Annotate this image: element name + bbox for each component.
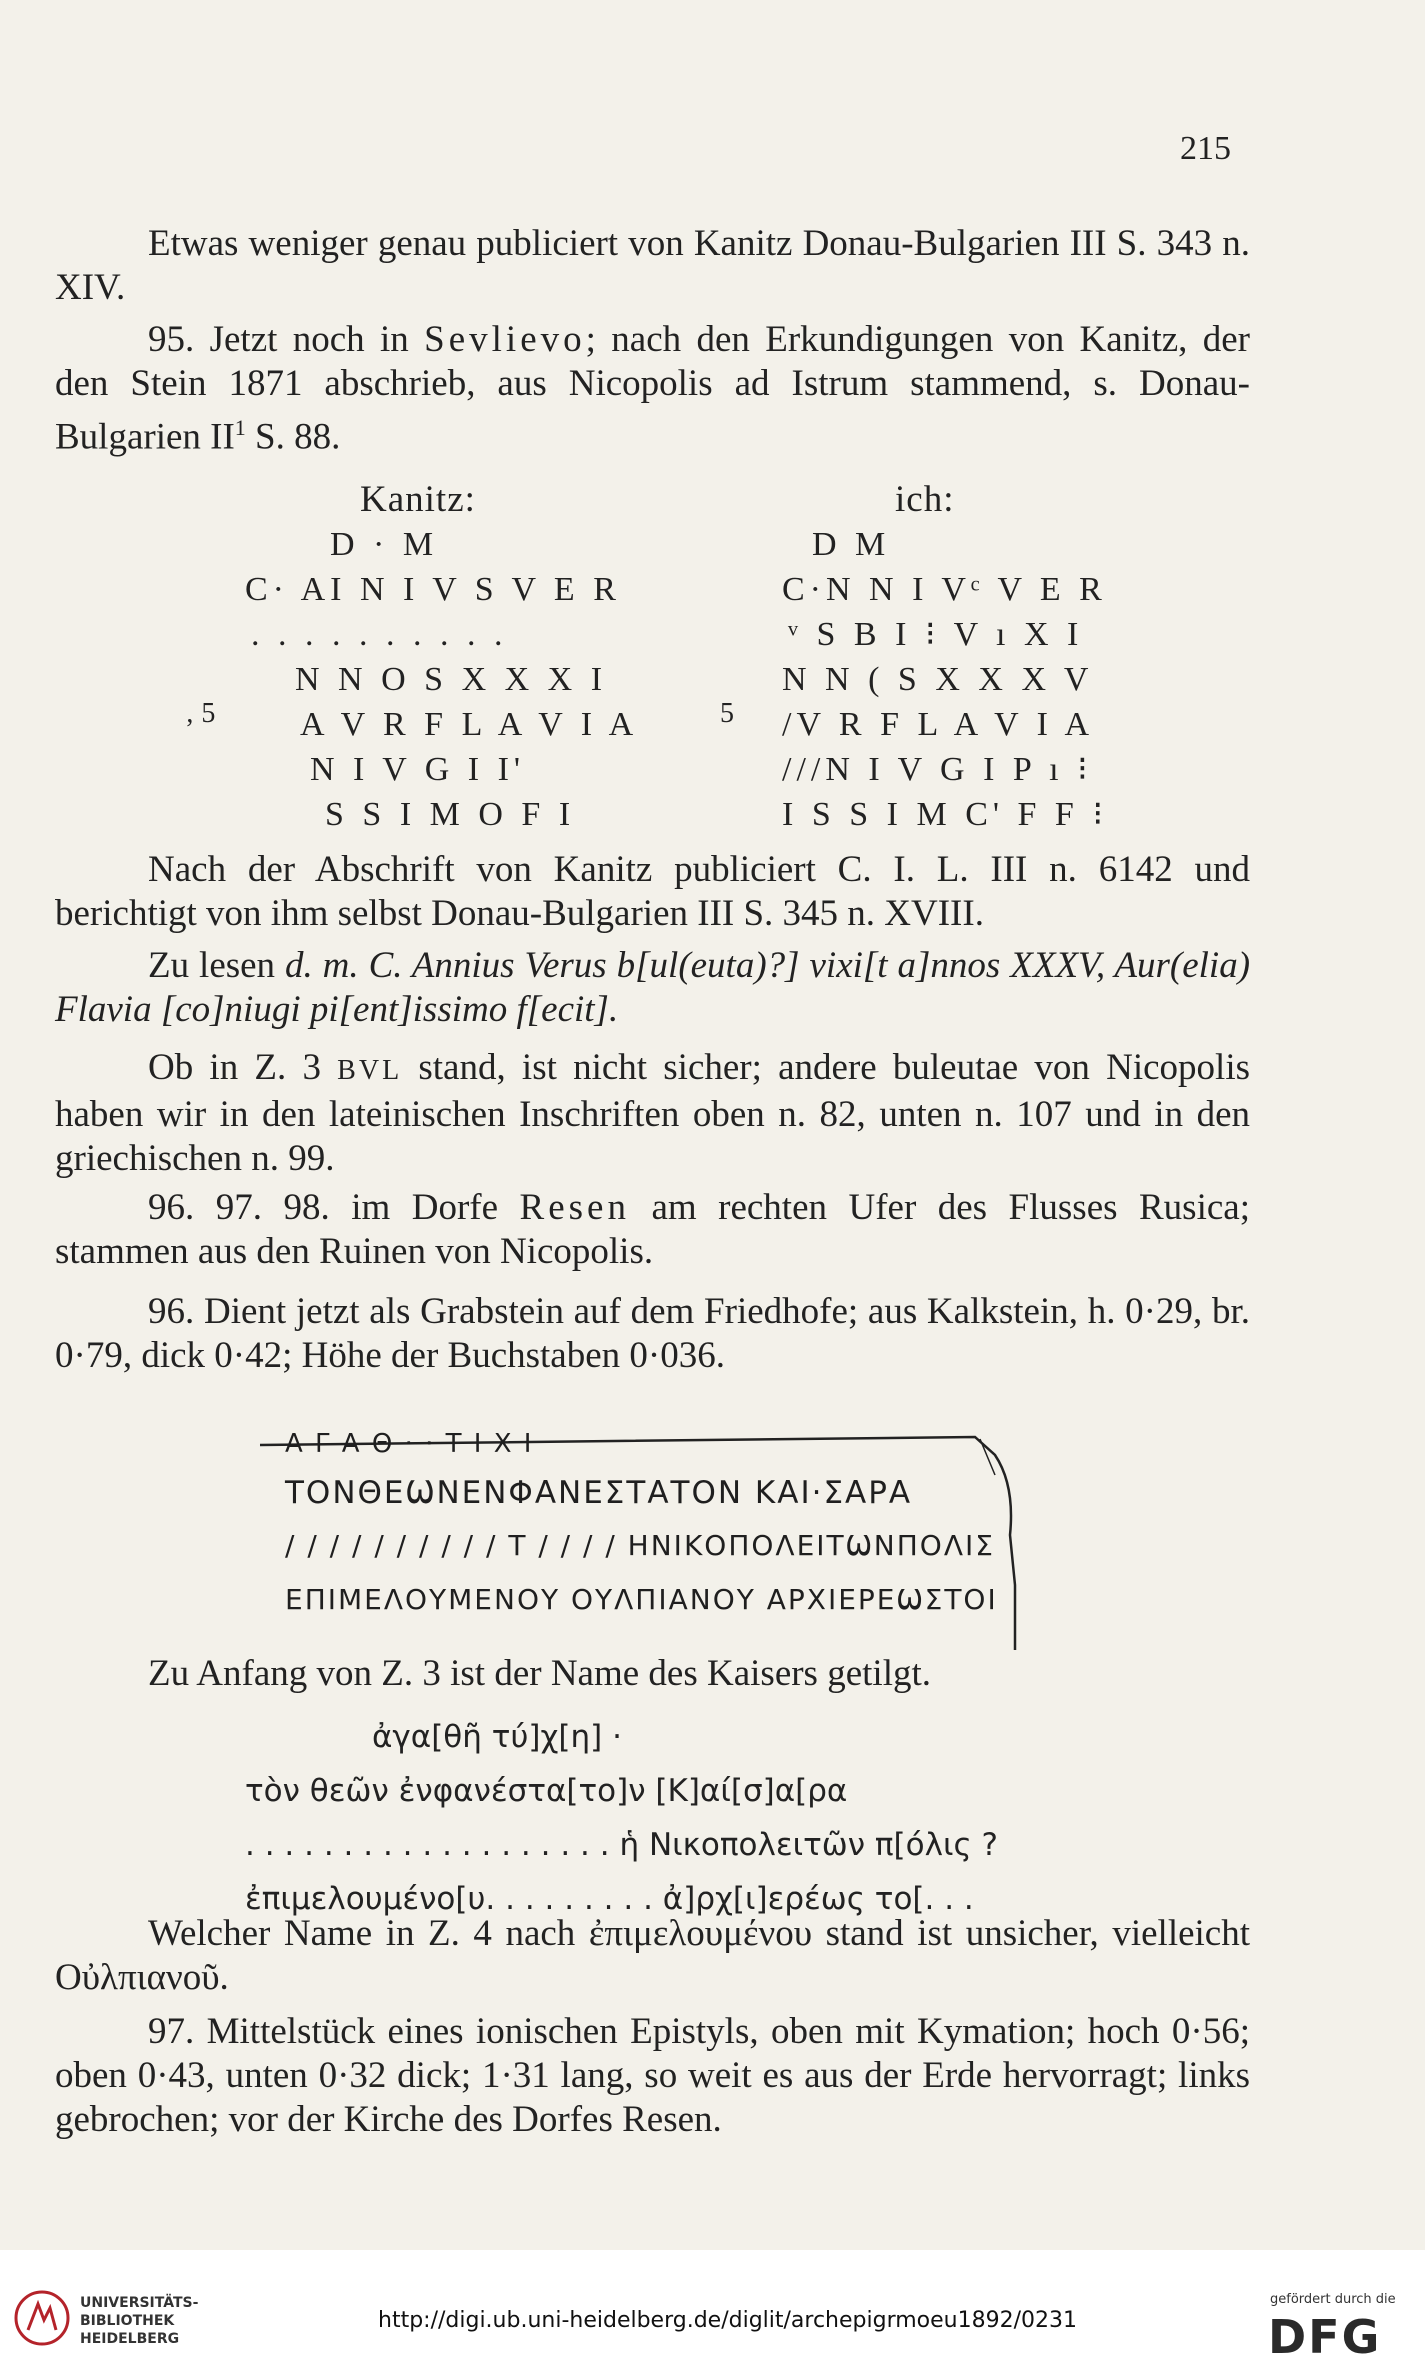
paragraph-97 xyxy=(55,2010,1250,2142)
inscription-line-2: ΤΟΝΘΕѠΝΕΝΦΑΝΕΣΤΑΤΟΝ ΚΑΙ·ΣΑΡΑ xyxy=(285,1475,913,1511)
ich-line-7: I S S I M C' F F ⁝ xyxy=(782,796,1109,833)
inscription-line-3: / / / / / / / / / / Τ / / / / ΗΝΙΚΟΠΟΛΕΙΤѠΝΠΟΛΙΣ xyxy=(285,1529,995,1562)
kanitz-line-5: A V R F L A V I A xyxy=(300,706,639,743)
paragraph-96-98 xyxy=(55,1186,1250,1274)
kanitz-line-6: N I V G I I' xyxy=(310,751,526,788)
source-url-link[interactable]: http://digi.ub.uni-heidelberg.de/diglit/archepigrmoeu1892/0231 xyxy=(378,2308,1077,2333)
paragraph-anfang xyxy=(55,1652,1250,1696)
ich-line-3: ᵛ S B I ⁝ V ı X I xyxy=(788,616,1084,653)
kanitz-line-1: D · M xyxy=(330,526,439,563)
institution-name xyxy=(80,2294,198,2348)
ich-line-1: D M xyxy=(812,526,891,563)
greek-line-4: ἐπιμελουμένο[υ. . . . . . . . . ἀ]ρχ[ι]ερέως το[. . . xyxy=(245,1881,974,1917)
institution-line-2: BIBLIOTHEK xyxy=(80,2313,175,2329)
lesen-lead: Zu lesen xyxy=(148,945,276,986)
para95-lead: 95. Jetzt noch in xyxy=(148,319,409,360)
intro-text: Etwas weniger genau publiciert von Kanitz Donau-Bulgarien III S. 343 n. XIV. xyxy=(55,223,1250,308)
kanitz-line-number: ‚ 5 xyxy=(185,698,216,729)
ob-rest: stand, ist nicht sicher; andere buleutae von Nicopolis haben wir in den lateinischen Inschriften oben n. 82, unten n. 107 und in den griechischen n. 99. xyxy=(55,1047,1250,1179)
p97-text: 97. Mittelstück eines ionischen Epistyls, oben mit Kymation; hoch 0·56; oben 0·43, unten 0·32 dick; 1·31 lang, so weit es aus der Erde hervorragt; links gebrochen; vor der Kirche des Dorfes Resen. xyxy=(55,2011,1250,2140)
kanitz-line-2: C· AI N I V S V E R xyxy=(245,571,621,608)
p9698-lead: 96. 97. 98. im Dorfe xyxy=(148,1187,499,1228)
ich-line-6: ///N I V G I P ı ⁝ xyxy=(782,751,1093,788)
footer-bar xyxy=(0,2250,1425,2379)
funded-by-label: gefördert durch die xyxy=(1270,2292,1396,2307)
ob-bvl: BVL xyxy=(337,1055,403,1086)
paragraph-lesen xyxy=(55,944,1250,1032)
institution-line-1: UNIVERSITÄTS- xyxy=(80,2295,199,2311)
university-logo-icon xyxy=(14,2290,70,2346)
ob-lead: Ob in Z. 3 xyxy=(148,1047,321,1088)
paragraph-intro xyxy=(55,222,1250,310)
inscription-line-4: ΕΠΙΜΕΛΟΥΜΕΝΟΥ ΟΥΛΠΙΑΝΟΥ ΑΡΧΙΕΡΕѠΣΤΟΙ xyxy=(285,1583,998,1616)
page-number: 215 xyxy=(1180,130,1231,167)
kanitz-line-4: N N O S X X X I xyxy=(295,661,608,698)
paragraph-95 xyxy=(55,318,1250,459)
ich-label: ich: xyxy=(895,479,955,520)
p9698-rest: am rechten Ufer des Flusses Rusica; stammen aus den Ruinen von Nicopolis. xyxy=(55,1187,1250,1272)
cil-text: Nach der Abschrift von Kanitz publiciert C. I. L. III n. 6142 und berichtigt von ihm selbst Donau-Bulgarien III S. 345 n. XVIII. xyxy=(55,849,1250,934)
greek-line-2: τὸν θεῶν ἐνφανέστα[το]ν [Κ]αί[σ]α[ρα xyxy=(245,1773,848,1809)
ich-line-2: C·N N I Vᶜ V E R xyxy=(782,571,1107,608)
institution-line-3: HEIDELBERG xyxy=(80,2331,180,2347)
paragraph-96 xyxy=(55,1290,1250,1378)
kanitz-line-7: S S I M O F I xyxy=(325,796,576,833)
p9698-place: Resen xyxy=(519,1187,630,1228)
paragraph-welcher xyxy=(55,1912,1250,2000)
inscription-facsimile xyxy=(255,1425,1035,1655)
para95-place: Sevlievo xyxy=(424,319,586,360)
lesen-reading: d. m. C. Annius Verus b[ul(euta)?] vixi[t a]nnos XXXV, Aur(elia) Flavia [co]niugi pi[ent]issimo f[ecit]. xyxy=(55,945,1251,1030)
ich-line-4: N N ( S X X X V xyxy=(782,661,1094,698)
welcher-text: Welcher Name in Z. 4 nach ἐπιμελουμένου stand ist unsicher, vielleicht Οὐλπιανοῦ. xyxy=(55,1913,1250,1998)
p96-text: 96. Dient jetzt als Grabstein auf dem Friedhofe; aus Kalkstein, h. 0·29, br. 0·79, dick 0·42; Höhe der Buchstaben 0·036. xyxy=(55,1291,1250,1376)
para95-sup: 1 xyxy=(234,415,246,440)
kanitz-label: Kanitz: xyxy=(360,479,476,520)
para95-rest: ; nach den Erkundigungen von Kanitz, der den Stein 1871 abschrieb, aus Nicopolis ad Istrum stammend, s. Donau-Bulgarien II xyxy=(55,319,1251,458)
ich-line-5: /V R F L A V I A xyxy=(782,706,1095,743)
ich-transcription xyxy=(782,522,1108,837)
dfg-logo: DFG xyxy=(1268,2310,1382,2364)
ich-line-number: 5 xyxy=(720,698,734,729)
greek-line-3: . . . . . . . . . . . . . . . . . . . ἡ Νικοπολειτῶν π[όλις ? xyxy=(245,1827,998,1863)
paragraph-cil xyxy=(55,848,1250,936)
paragraph-ob xyxy=(55,1046,1250,1181)
kanitz-transcription xyxy=(245,522,638,837)
kanitz-line-3: . . . . . . . . . . xyxy=(251,616,508,653)
inscription-line-1: Α Γ Α Θ · · Τ Ι Χ Ι xyxy=(285,1429,534,1459)
para95-tail: S. 88. xyxy=(245,416,341,458)
greek-line-1: ἀγα[θῆ τύ]χ[η] · xyxy=(372,1719,622,1755)
anfang-text: Zu Anfang von Z. 3 ist der Name des Kaisers getilgt. xyxy=(148,1653,931,1694)
